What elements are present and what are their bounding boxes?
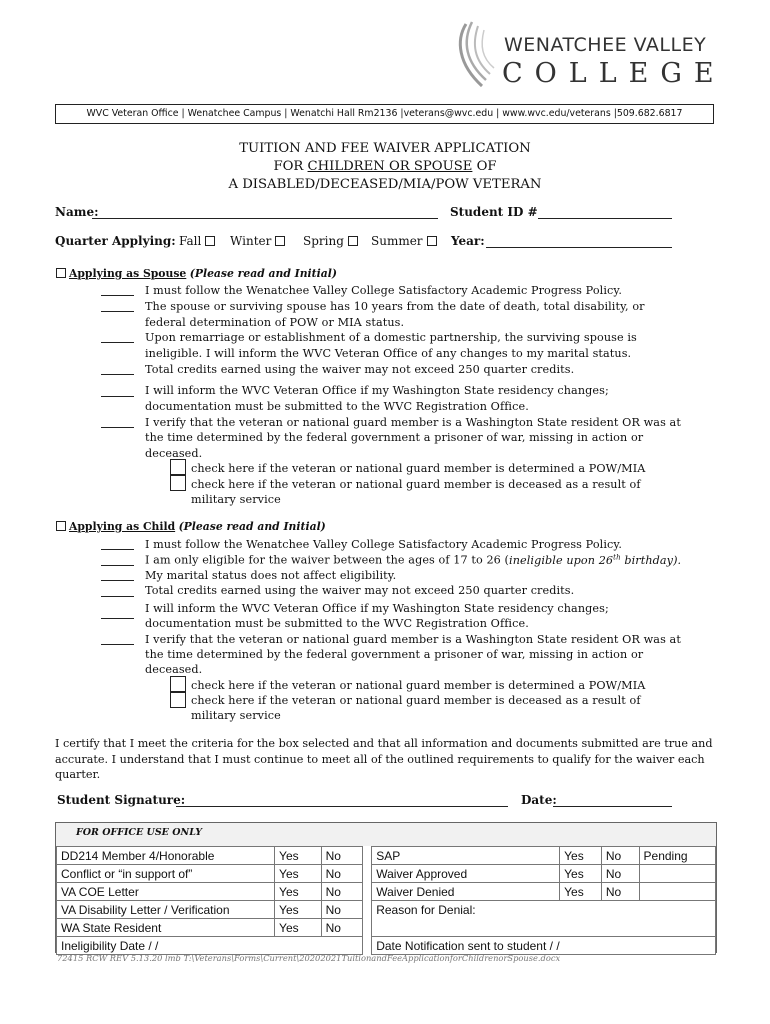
office-right-label: Waiver Approved <box>372 865 560 883</box>
winter-checkbox[interactable] <box>275 236 285 246</box>
office-left-label: VA Disability Letter / Verification <box>57 901 275 919</box>
name-field[interactable] <box>92 218 438 219</box>
office-left-label: DD214 Member 4/Honorable <box>57 847 275 865</box>
initial-blank[interactable] <box>101 386 134 397</box>
ineligible-note-post: birthday). <box>620 553 682 567</box>
ineligible-note-pre: ineligible upon 26 <box>509 553 614 567</box>
spouse-note: (Please read and Initial) <box>189 267 337 280</box>
table-row <box>57 901 716 919</box>
reason-for-denial[interactable]: Reason for Denial: <box>372 901 716 919</box>
office-left-no[interactable]: No <box>321 865 363 883</box>
initial-blank[interactable] <box>101 634 134 645</box>
year-field[interactable] <box>486 247 672 248</box>
table-row <box>57 865 716 883</box>
spouse-line: I must follow the Wenatchee Valley College Satisfactory Academic Progress Policy. <box>145 284 622 297</box>
spouse-line: Upon remarriage or establishment of a domestic partnership, the surviving spouse is <box>145 331 637 344</box>
spouse-deceased-text-cont: military service <box>191 493 281 506</box>
child-deceased-text: check here if the veteran or national guard member is deceased as a result of <box>191 694 641 707</box>
quarter-winter[interactable] <box>230 234 285 248</box>
initial-blank[interactable] <box>101 539 134 550</box>
office-left-no[interactable]: No <box>321 919 363 937</box>
office-left-label: Conflict or “in support of” <box>57 865 275 883</box>
child-line: My marital status does not affect eligibility. <box>145 569 397 582</box>
quarter-summer-label: Summer <box>371 234 423 248</box>
initial-blank[interactable] <box>101 608 134 619</box>
office-use-heading: FOR OFFICE USE ONLY <box>76 827 203 838</box>
initial-blank[interactable] <box>101 570 134 581</box>
quarter-spring-label: Spring <box>303 234 344 248</box>
logo-mark-icon <box>452 20 502 92</box>
office-right-no[interactable]: No <box>601 883 639 901</box>
table-gap <box>363 847 372 865</box>
spouse-line: documentation must be submitted to the WVC Registration Office. <box>145 400 529 413</box>
initial-blank[interactable] <box>101 285 134 296</box>
child-heading-text: Applying as Child <box>69 520 176 533</box>
child-line <box>145 553 681 567</box>
table-gap <box>363 937 372 955</box>
spouse-pow-mia-checkbox[interactable] <box>170 459 186 475</box>
date-field[interactable] <box>553 806 672 807</box>
table-gap <box>363 919 372 937</box>
child-line: I will inform the WVC Veteran Office if my Washington State residency changes; <box>145 602 609 615</box>
title-line2-pre: FOR <box>273 159 308 174</box>
quarter-label: Quarter Applying: <box>55 234 176 248</box>
office-use-table <box>56 846 716 955</box>
quarter-summer[interactable] <box>371 234 437 248</box>
child-age-text: I am only eligible for the waiver between the ages of 17 to 26 ( <box>145 553 510 567</box>
spouse-checkbox[interactable] <box>56 268 66 278</box>
fall-checkbox[interactable] <box>205 236 215 246</box>
office-use-box <box>55 822 717 953</box>
table-gap <box>363 865 372 883</box>
spouse-line: the time determined by the federal government a prisoner of war, missing in action or <box>145 431 644 444</box>
table-row <box>57 847 716 865</box>
initial-blank[interactable] <box>101 555 134 566</box>
quarter-spring[interactable] <box>303 234 358 248</box>
spouse-line: I will inform the WVC Veteran Office if my Washington State residency changes; <box>145 384 609 397</box>
spring-checkbox[interactable] <box>348 236 358 246</box>
table-gap <box>363 901 372 919</box>
office-right-yes[interactable]: Yes <box>560 847 602 865</box>
child-deceased-text-cont: military service <box>191 709 281 722</box>
office-right-yes[interactable]: Yes <box>560 865 602 883</box>
footer-revision: 72415 RCW REV 5.13.20 lmb T:\Veterans\Forms\Current\20202021TuitionandFeeApplicationforChildrenorSpouse.docx <box>57 953 561 963</box>
child-note: (Please read and Initial) <box>178 520 326 533</box>
signature-field[interactable] <box>176 806 508 807</box>
office-left-no[interactable]: No <box>321 847 363 865</box>
spouse-heading-text: Applying as Spouse <box>69 267 187 280</box>
college-logo <box>452 20 726 92</box>
initial-blank[interactable] <box>101 586 134 597</box>
child-deceased-checkbox[interactable] <box>170 692 186 708</box>
office-right-label: Waiver Denied <box>372 883 560 901</box>
name-label: Name: <box>55 205 99 219</box>
office-right-pending[interactable]: Pending <box>639 847 715 865</box>
year-label: Year: <box>451 234 485 248</box>
summer-checkbox[interactable] <box>427 236 437 246</box>
spouse-deceased-checkbox[interactable] <box>170 475 186 491</box>
initial-blank[interactable] <box>101 364 134 375</box>
child-line: I verify that the veteran or national guard member is a Washington State resident OR was at <box>145 633 681 646</box>
spouse-line: Total credits earned using the waiver may not exceed 250 quarter credits. <box>145 363 575 376</box>
child-line: the time determined by the federal government a prisoner of war, missing in action or <box>145 648 644 661</box>
contact-bar: WVC Veteran Office | Wenatchee Campus | Wenatchi Hall Rm2136 |veterans@wvc.edu | www.wvc.edu/veterans |509.682.6817 <box>55 104 714 124</box>
office-right-extra <box>639 883 715 901</box>
child-line: Total credits earned using the waiver may not exceed 250 quarter credits. <box>145 584 575 597</box>
office-left-yes[interactable]: Yes <box>275 919 322 937</box>
signature-label: Student Signature: <box>57 793 186 807</box>
child-section-heading <box>56 520 326 533</box>
spouse-deceased-text: check here if the veteran or national guard member is deceased as a result of <box>191 478 641 491</box>
office-left-yes[interactable]: Yes <box>275 847 322 865</box>
spouse-line: deceased. <box>145 447 203 460</box>
certification-text: I certify that I meet the criteria for the box selected and that all information and documents submitted are true and accurate. I understand that I must continue to meet all of the outlined requirements to qualify for the waiver each quarter. <box>55 737 713 782</box>
initial-blank[interactable] <box>101 301 134 312</box>
table-gap <box>363 883 372 901</box>
office-left-yes[interactable]: Yes <box>275 865 322 883</box>
spouse-line: ineligible. I will inform the WVC Veteran Office of any changes to my marital status. <box>145 347 632 360</box>
logo-text-line2: COLLEGE <box>502 58 726 89</box>
student-id-field[interactable] <box>538 218 672 219</box>
quarter-winter-label: Winter <box>230 234 272 248</box>
table-row <box>57 937 716 955</box>
office-left-no[interactable]: No <box>321 883 363 901</box>
ineligibility-date[interactable]: Ineligibility Date / / <box>57 937 363 955</box>
initial-blank[interactable] <box>101 332 134 343</box>
quarter-fall-label: Fall <box>179 234 202 248</box>
ineligible-note <box>509 554 681 567</box>
child-line: deceased. <box>145 663 203 676</box>
initial-blank[interactable] <box>101 417 134 428</box>
spouse-section-heading <box>56 267 337 280</box>
title-line2-post: OF <box>472 159 497 174</box>
child-pow-mia-checkbox[interactable] <box>170 676 186 692</box>
student-id-label: Student ID # <box>450 205 538 219</box>
child-line: documentation must be submitted to the WVC Registration Office. <box>145 617 529 630</box>
office-right-yes[interactable]: Yes <box>560 883 602 901</box>
office-left-yes[interactable]: Yes <box>275 901 322 919</box>
office-left-yes[interactable]: Yes <box>275 883 322 901</box>
child-pow-mia-text: check here if the veteran or national guard member is determined a POW/MIA <box>191 679 646 692</box>
office-left-label: WA State Resident <box>57 919 275 937</box>
child-line: I must follow the Wenatchee Valley College Satisfactory Academic Progress Policy. <box>145 538 622 551</box>
spouse-line: I verify that the veteran or national guard member is a Washington State resident OR was at <box>145 416 681 429</box>
spouse-line: The spouse or surviving spouse has 10 years from the date of death, total disability, or <box>145 300 645 313</box>
office-right-no[interactable]: No <box>601 865 639 883</box>
table-row <box>57 919 716 937</box>
title-line2 <box>0 159 770 174</box>
date-label: Date: <box>521 793 557 807</box>
reason-for-denial-cont[interactable] <box>372 919 716 937</box>
office-left-no[interactable]: No <box>321 901 363 919</box>
office-right-extra <box>639 865 715 883</box>
quarter-fall[interactable] <box>179 234 215 248</box>
table-row <box>57 883 716 901</box>
ineligible-note-sup: th <box>613 553 621 561</box>
spouse-pow-mia-text: check here if the veteran or national guard member is determined a POW/MIA <box>191 462 646 475</box>
office-right-label: SAP <box>372 847 560 865</box>
child-checkbox[interactable] <box>56 521 66 531</box>
title-line1: TUITION AND FEE WAIVER APPLICATION <box>239 141 531 156</box>
notification-date[interactable]: Date Notification sent to student / / <box>372 937 716 955</box>
title-line2-underlined: CHILDREN OR SPOUSE <box>307 159 473 174</box>
spouse-line: federal determination of POW or MIA status. <box>145 316 405 329</box>
title-line3: A DISABLED/DECEASED/MIA/POW VETERAN <box>228 177 542 192</box>
logo-text-line1: WENATCHEE VALLEY <box>504 34 707 56</box>
office-left-label: VA COE Letter <box>57 883 275 901</box>
office-right-no[interactable]: No <box>601 847 639 865</box>
